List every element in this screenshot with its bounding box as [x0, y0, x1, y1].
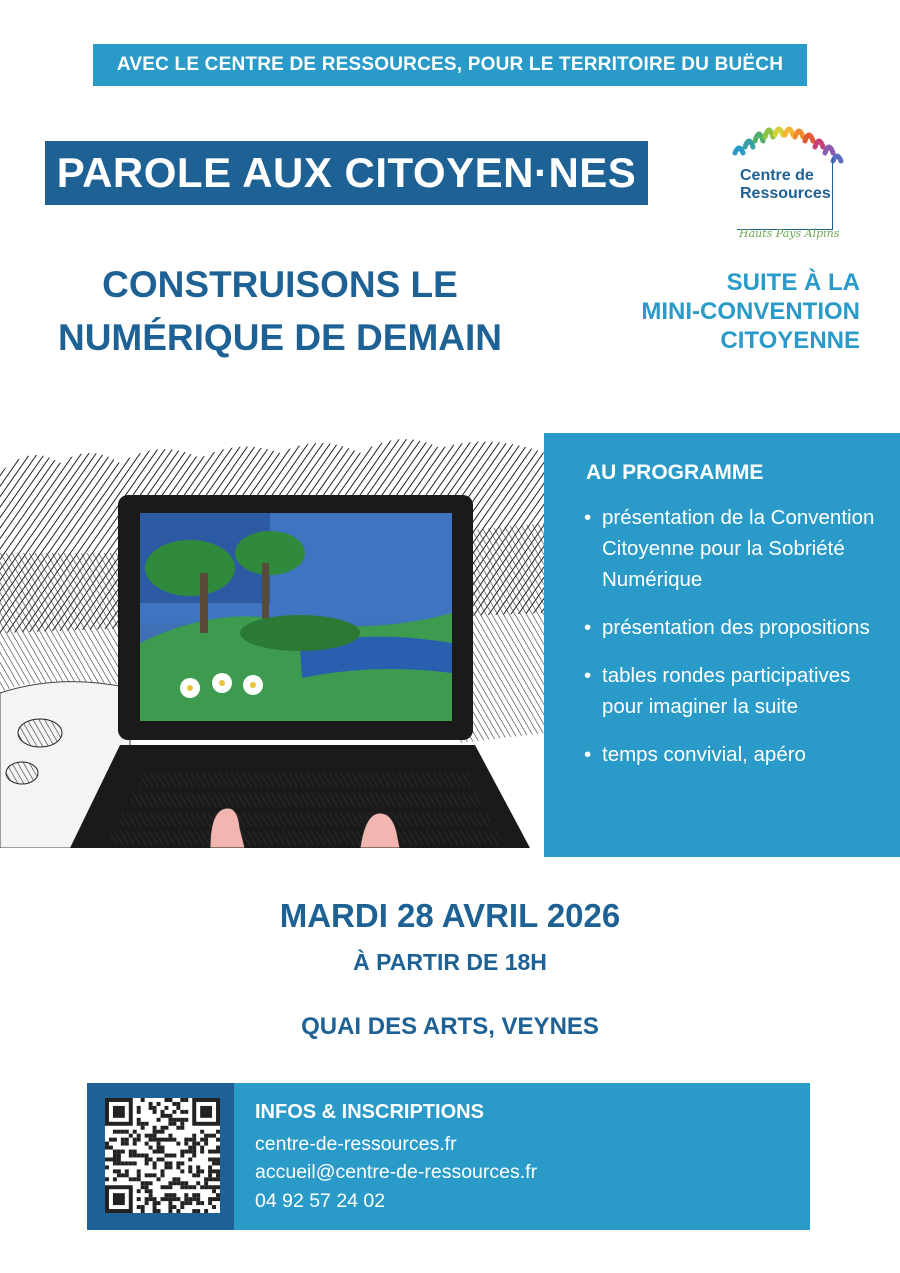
programme-list — [584, 502, 884, 787]
subtitle-line-1: CONSTRUISONS LE — [102, 264, 458, 305]
infos-website[interactable]: centre-de-ressources.fr — [255, 1133, 457, 1155]
subtitle — [40, 258, 520, 364]
programme-item: • temps convivial, apéro — [584, 739, 884, 770]
laptop-illustration — [0, 433, 545, 848]
infos-panel — [87, 1083, 810, 1230]
subtitle-line-2: NUMÉRIQUE DE DEMAIN — [57, 317, 503, 358]
page-title: PAROLE AUX CITOYEN·NES — [45, 141, 648, 205]
programme-panel — [544, 433, 900, 857]
infos-email[interactable]: accueil@centre-de-ressources.fr — [255, 1161, 538, 1183]
top-banner: AVEC LE CENTRE DE RESSOURCES, POUR LE TERRITOIRE DU BUËCH — [93, 44, 807, 86]
centre-de-ressources-logo — [727, 123, 847, 248]
programme-title: AU PROGRAMME — [586, 461, 764, 484]
qr-code-icon[interactable] — [105, 1098, 220, 1213]
programme-item: • présentation des propositions — [584, 612, 884, 643]
event-place: QUAI DES ARTS, VEYNES — [301, 1013, 599, 1040]
suite-line-1: SUITE À LA — [726, 269, 860, 296]
suite-line-2: MINI-CONVENTION — [641, 298, 860, 325]
logo-name — [740, 167, 831, 203]
logo-line-2: Ressources — [740, 185, 831, 202]
programme-item: • tables rondes participatives pour imaginer la suite — [584, 660, 884, 722]
event-time: À PARTIR DE 18H — [353, 949, 547, 975]
event-date: MARDI 28 AVRIL 2026 — [279, 897, 621, 934]
logo-line-1: Centre de — [740, 167, 814, 184]
suite-line-3: CITOYENNE — [720, 327, 860, 354]
infos-title: INFOS & INSCRIPTIONS — [255, 1101, 484, 1123]
logo-tagline: Hauts Pays Alpins — [739, 227, 840, 240]
suite-mini-convention — [590, 268, 860, 355]
infos-phone[interactable]: 04 92 57 24 02 — [255, 1190, 386, 1212]
qr-panel — [87, 1083, 234, 1230]
programme-item: • présentation de la Convention Citoyenne pour la Sobriété Numérique — [584, 502, 884, 595]
